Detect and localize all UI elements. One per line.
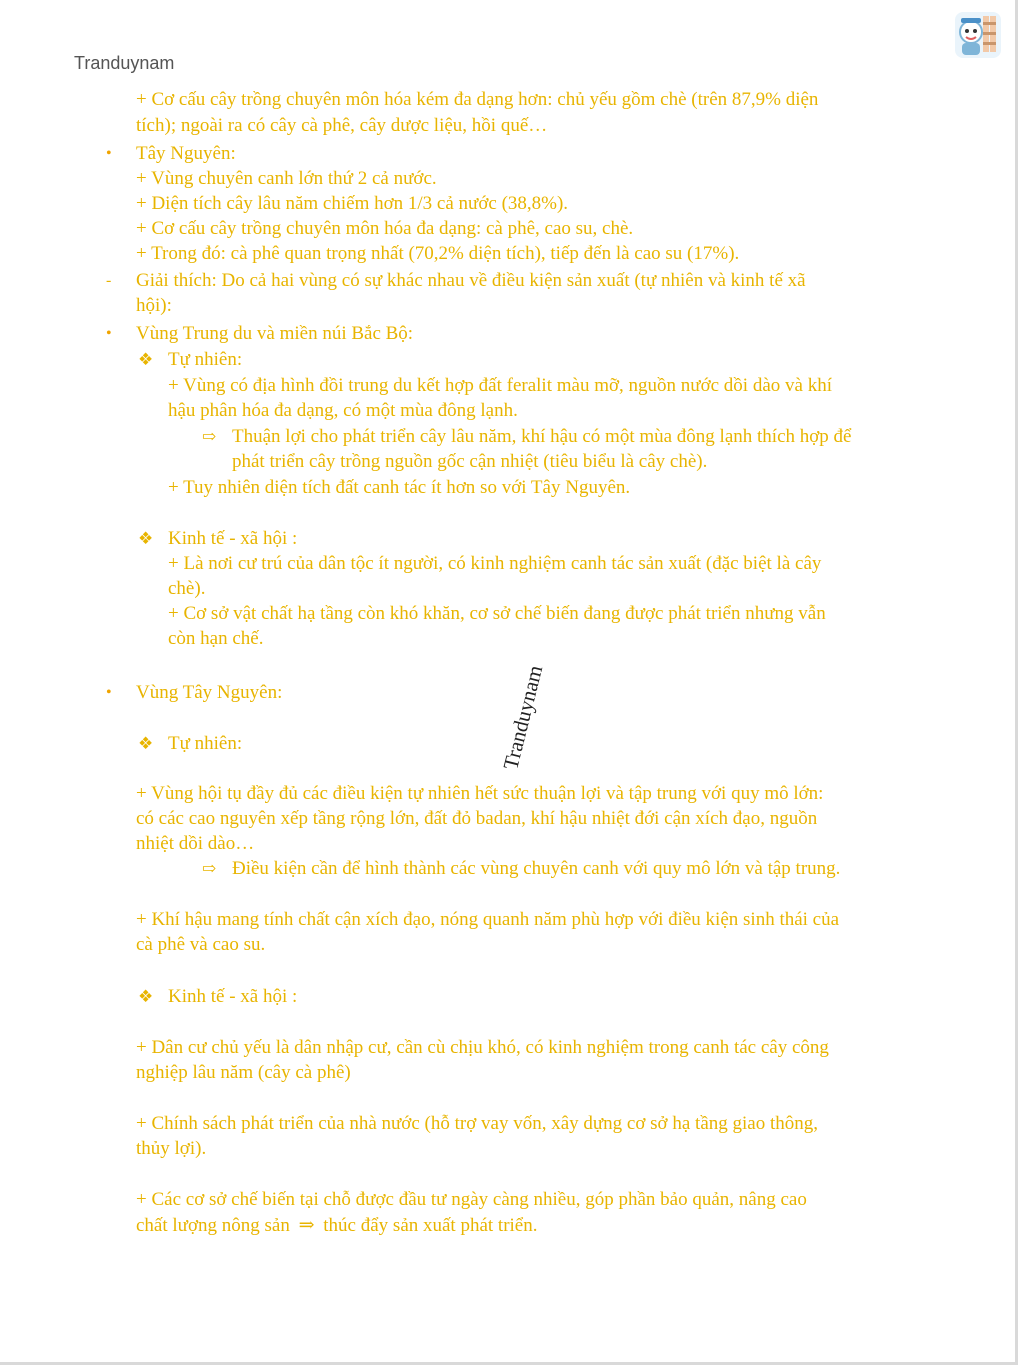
text-segment: chất lượng nông sản xyxy=(136,1215,290,1236)
text-line: Giải thích: Do cả hai vùng có sự khác nhau về điều kiện sản xuất (tự nhiên và kinh tế xã xyxy=(136,270,806,291)
text-line: phát triển cây trồng nguồn gốc cận nhiệt (tiêu biểu là cây chè). xyxy=(232,451,708,472)
arrow-right-icon: ⇨ xyxy=(202,859,217,878)
bullet-diamond-icon: ❖ xyxy=(138,987,154,1006)
text-line: + Vùng hội tụ đầy đủ các điều kiện tự nhiên hết sức thuận lợi và tập trung với quy mô lớn: xyxy=(136,783,824,804)
text-line: + Trong đó: cà phê quan trọng nhất (70,2% diện tích), tiếp đến là cao su (17%). xyxy=(136,243,740,264)
bullet-diamond-icon: ❖ xyxy=(138,350,154,369)
bullet-diamond-icon: ❖ xyxy=(138,529,154,548)
text-line: Tự nhiên: xyxy=(168,349,243,370)
text-line: Điều kiện cần để hình thành các vùng chuyên canh với quy mô lớn và tập trung. xyxy=(232,858,841,879)
text-line: Kinh tế - xã hội : xyxy=(168,986,298,1007)
text-line: Vùng Tây Nguyên: xyxy=(136,682,283,703)
text-line: thủy lợi). xyxy=(136,1138,207,1159)
text-line: Thuận lợi cho phát triển cây lâu năm, khí hậu có một mùa đông lạnh thích hợp để xyxy=(232,426,852,447)
text-line: có các cao nguyên xếp tầng rộng lớn, đất đỏ badan, khí hậu nhiệt đới cận xích đạo, nguồn xyxy=(136,808,818,829)
arrow-right-icon: ⇨ xyxy=(202,427,217,446)
text-line: + Khí hậu mang tính chất cận xích đạo, nóng quanh năm phù hợp với điều kiện sinh thái của xyxy=(136,909,840,930)
bullet-dot-icon: • xyxy=(106,684,112,701)
text-line: hội): xyxy=(136,295,172,316)
text-line: tích); ngoài ra có cây cà phê, cây dược liệu, hồi quế… xyxy=(136,115,548,136)
text-line: nhiệt dồi dào… xyxy=(136,833,255,854)
bullet-dot-icon: • xyxy=(106,145,112,162)
text-line: + Vùng có địa hình đồi trung du kết hợp đất feralit màu mỡ, nguồn nước dồi dào và khí xyxy=(168,375,832,396)
text-line: nghiệp lâu năm (cây cà phê) xyxy=(136,1062,351,1083)
text-line: chè). xyxy=(168,578,206,599)
text-line: + Dân cư chủ yếu là dân nhập cư, cần cù chịu khó, có kinh nghiệm trong canh tác cây công xyxy=(136,1037,829,1058)
text-line: + Là nơi cư trú của dân tộc ít người, có kinh nghiệm canh tác sản xuất (đặc biệt là cây xyxy=(168,553,822,574)
implies-arrow-icon: ⇒ xyxy=(298,1215,315,1236)
bullet-diamond-icon: ❖ xyxy=(138,734,154,753)
text-line: cà phê và cao su. xyxy=(136,934,266,955)
text-line-with-arrow xyxy=(136,1213,538,1239)
text-line: + Diện tích cây lâu năm chiếm hơn 1/3 cả nước (38,8%). xyxy=(136,193,569,214)
text-line: còn hạn chế. xyxy=(168,628,264,649)
text-line: + Vùng chuyên canh lớn thứ 2 cả nước. xyxy=(136,168,437,189)
bullet-dash-icon: - xyxy=(106,272,112,289)
mascot-logo-icon xyxy=(953,10,1003,60)
text-line: + Cơ cấu cây trồng chuyên môn hóa đa dạng: cà phê, cao su, chè. xyxy=(136,218,634,239)
header-author: Tranduynam xyxy=(74,53,175,73)
text-line: + Cơ sở vật chất hạ tầng còn khó khăn, cơ sở chế biến đang được phát triển nhưng vẫn xyxy=(168,603,826,624)
text-line: Tây Nguyên: xyxy=(136,143,236,164)
text-line: Kinh tế - xã hội : xyxy=(168,528,298,549)
text-line: + Cơ cấu cây trồng chuyên môn hóa kém đa dạng hơn: chủ yếu gồm chè (trên 87,9% diện xyxy=(136,89,819,110)
text-segment: thúc đẩy sản xuất phát triển. xyxy=(323,1215,538,1236)
text-line: hậu phân hóa đa dạng, có một mùa đông lạnh. xyxy=(168,400,518,421)
text-line: + Các cơ sở chế biến tại chỗ được đầu tư ngày càng nhiều, góp phần bảo quản, nâng cao xyxy=(136,1189,807,1210)
watermark-text: Tranduynam xyxy=(498,662,548,772)
text-line: Vùng Trung du và miền núi Bắc Bộ: xyxy=(136,323,414,344)
text-line: + Tuy nhiên diện tích đất canh tác ít hơn so với Tây Nguyên. xyxy=(168,477,631,498)
bullet-dot-icon: • xyxy=(106,325,112,342)
text-line: + Chính sách phát triển của nhà nước (hỗ trợ vay vốn, xây dựng cơ sở hạ tầng giao thông, xyxy=(136,1113,818,1134)
text-line: Tự nhiên: xyxy=(168,733,243,754)
